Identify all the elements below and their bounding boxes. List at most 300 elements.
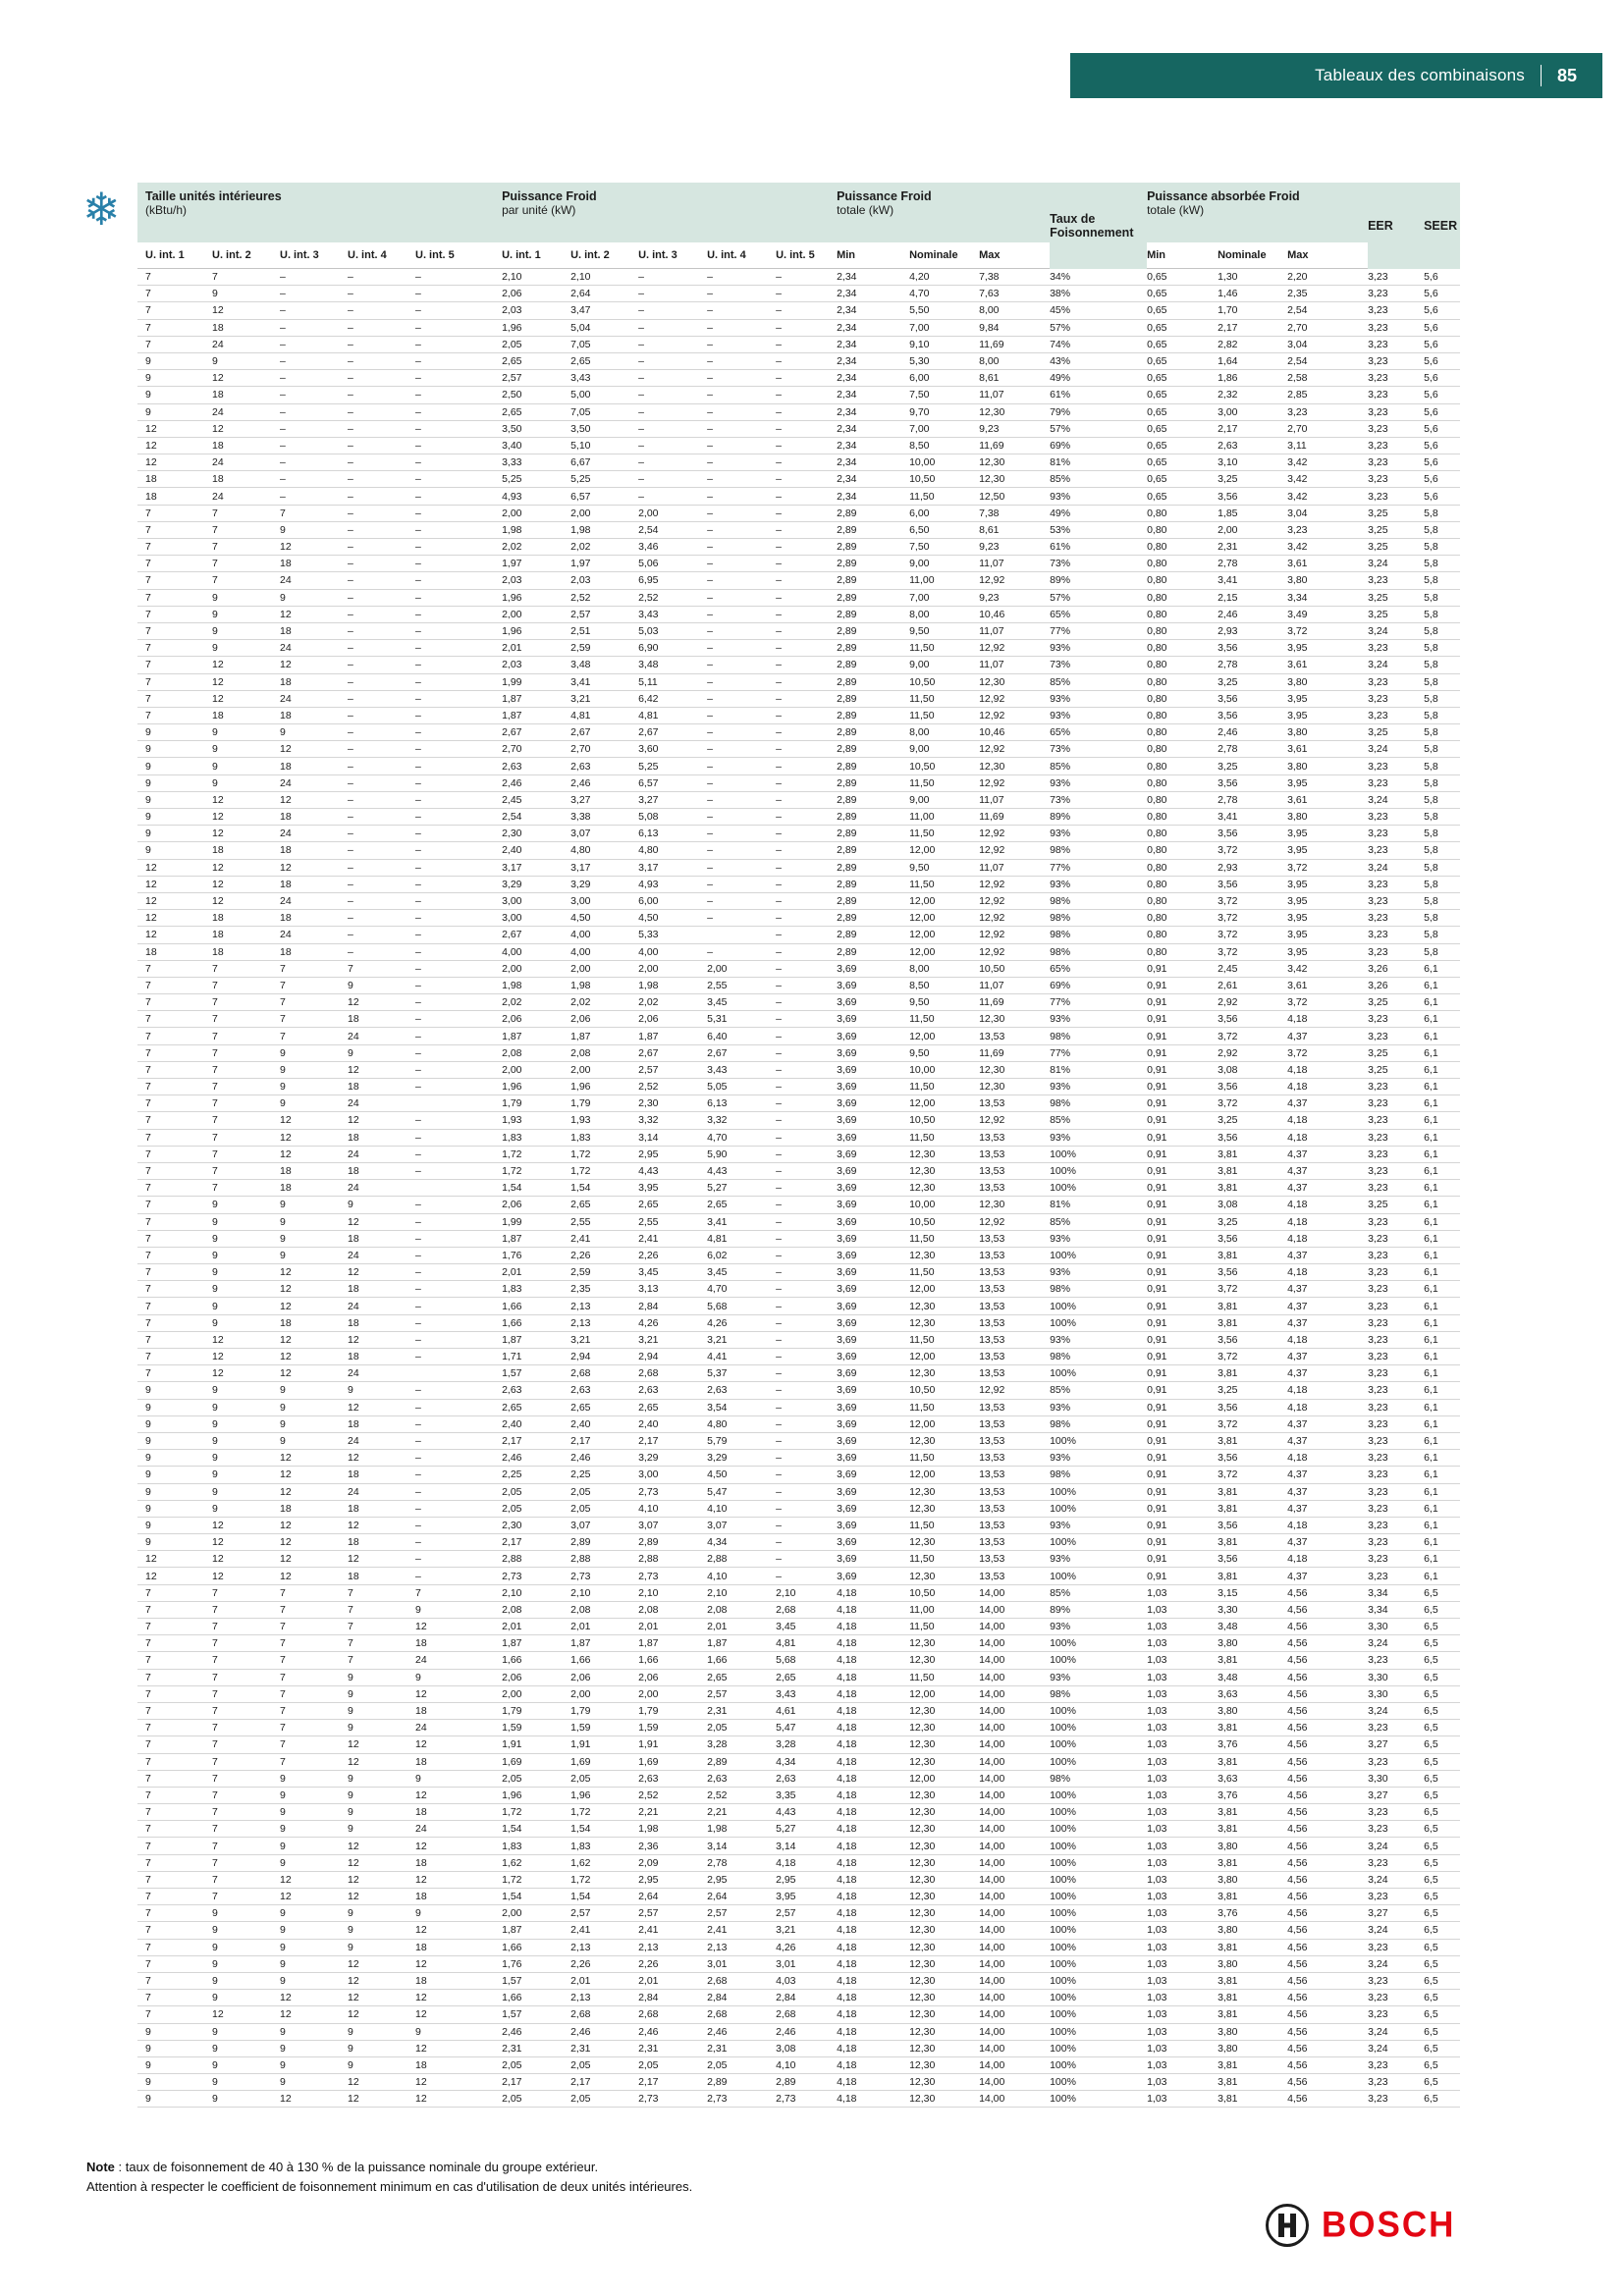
table-cell: 7 [137, 1854, 212, 1871]
table-cell: 4,56 [1287, 1821, 1368, 1838]
table-cell: 6,5 [1424, 1990, 1460, 2006]
table-cell: 5,25 [570, 471, 638, 488]
table-cell: 0,65 [1147, 319, 1218, 336]
table-cell: 24 [212, 488, 280, 505]
table-cell: 3,40 [502, 437, 570, 454]
table-cell: 0,65 [1147, 471, 1218, 488]
table-cell: 9 [212, 2040, 280, 2056]
table-cell: 0,91 [1147, 1450, 1218, 1467]
table-cell: 3,35 [776, 1787, 837, 1803]
table-cell: 5,30 [909, 352, 979, 369]
table-row [137, 1264, 1460, 1281]
table-cell: 49% [1050, 505, 1147, 521]
table-cell: 100% [1050, 2056, 1147, 2073]
table-cell: 3,00 [1218, 403, 1287, 420]
table-cell: 12,30 [909, 1871, 979, 1888]
table-row [137, 1146, 1460, 1162]
table-cell: – [415, 1483, 502, 1500]
table-cell: – [638, 488, 707, 505]
table-cell: 4,18 [837, 1584, 909, 1601]
table-cell: 9 [137, 758, 212, 774]
table-cell: – [415, 1568, 502, 1584]
table-cell: 0,80 [1147, 892, 1218, 909]
table-cell: 12 [415, 1685, 502, 1702]
table-cell: 7 [212, 1685, 280, 1702]
table-cell: 12,30 [909, 2040, 979, 2056]
table-cell: 0,91 [1147, 1298, 1218, 1314]
table-cell: 93% [1050, 1331, 1147, 1348]
table-cell: 2,59 [570, 1264, 638, 1281]
table-cell: 4,43 [638, 1162, 707, 1179]
table-cell: 12,00 [909, 1467, 979, 1483]
table-cell: 9 [280, 1095, 348, 1112]
table-row [137, 1011, 1460, 1028]
table-cell: 2,31 [1218, 539, 1287, 556]
table-cell: 2,93 [1218, 859, 1287, 876]
table-cell: 9 [137, 1534, 212, 1551]
table-cell: 1,87 [502, 1635, 570, 1652]
table-cell: 12,30 [909, 1736, 979, 1753]
table-cell: 0,91 [1147, 960, 1218, 977]
table-row [137, 622, 1460, 639]
table-row [137, 1415, 1460, 1432]
table-cell: 9 [137, 1399, 212, 1415]
table-cell: – [776, 420, 837, 437]
table-cell: 2,63 [1218, 437, 1287, 454]
table-cell: – [415, 707, 502, 723]
table-cell: 3,23 [1368, 1972, 1424, 1989]
table-cell: 3,30 [1368, 1685, 1424, 1702]
table-cell: 3,17 [570, 859, 638, 876]
table-cell: 14,00 [979, 1838, 1050, 1854]
table-cell: 4,43 [707, 1162, 776, 1179]
table-cell: – [707, 876, 776, 892]
table-cell: 12,30 [909, 1804, 979, 1821]
table-cell: 7 [212, 960, 280, 977]
table-cell: 5,8 [1424, 859, 1460, 876]
table-cell: – [707, 690, 776, 707]
table-subheader-row [137, 242, 1460, 269]
table-cell: 100% [1050, 1247, 1147, 1263]
table-cell: 9 [348, 1197, 415, 1213]
table-cell: 10,00 [909, 1061, 979, 1078]
table-cell: – [776, 927, 837, 943]
table-cell: 2,57 [570, 606, 638, 622]
table-cell: 3,17 [638, 859, 707, 876]
table-cell: 7 [280, 1685, 348, 1702]
table-cell: 98% [1050, 1095, 1147, 1112]
table-cell: 7 [137, 1685, 212, 1702]
table-cell: 3,49 [1287, 606, 1368, 622]
table-cell: 4,56 [1287, 1669, 1368, 1685]
table-row [137, 994, 1460, 1011]
table-cell: 3,24 [1368, 1702, 1424, 1719]
table-cell: 7 [280, 1652, 348, 1669]
table-cell: 3,00 [502, 892, 570, 909]
table-cell: 2,31 [707, 1702, 776, 1719]
table-cell: 5,8 [1424, 572, 1460, 589]
table-cell: 3,45 [707, 994, 776, 1011]
table-cell: 1,66 [502, 1314, 570, 1331]
table-cell: 2,78 [1218, 741, 1287, 758]
table-cell: 4,18 [1287, 1129, 1368, 1146]
table-cell: 9 [348, 2023, 415, 2040]
table-cell: 0,91 [1147, 1534, 1218, 1551]
table-cell: 4,18 [1287, 1551, 1368, 1568]
table-cell: 5,68 [776, 1652, 837, 1669]
table-cell: 6,5 [1424, 2006, 1460, 2023]
table-cell: 1,98 [502, 521, 570, 538]
table-cell: 7 [137, 1720, 212, 1736]
table-cell: 3,07 [570, 826, 638, 842]
table-cell: 9 [212, 1432, 280, 1449]
table-cell: 1,96 [570, 1787, 638, 1803]
table-cell: 11,07 [979, 387, 1050, 403]
table-cell: 0,65 [1147, 269, 1218, 286]
table-cell: 8,61 [979, 370, 1050, 387]
table-cell: 3,29 [707, 1450, 776, 1467]
table-cell: 2,46 [1218, 606, 1287, 622]
table-cell: 1,03 [1147, 2074, 1218, 2091]
table-cell: 12 [348, 994, 415, 1011]
table-cell: 3,69 [837, 960, 909, 977]
table-cell: 100% [1050, 1365, 1147, 1382]
table-cell: 7 [137, 1736, 212, 1753]
table-cell: 4,61 [776, 1702, 837, 1719]
table-cell: – [415, 622, 502, 639]
table-cell: 11,50 [909, 1551, 979, 1568]
table-cell: 6,1 [1424, 1281, 1460, 1298]
table-cell: 13,53 [979, 1162, 1050, 1179]
table-cell: 7 [137, 286, 212, 302]
table-cell: 1,03 [1147, 1854, 1218, 1871]
table-cell: 24 [348, 1247, 415, 1263]
table-cell: – [415, 1500, 502, 1517]
table-cell: 5,8 [1424, 741, 1460, 758]
table-cell: – [776, 1197, 837, 1213]
table-cell: 1,03 [1147, 1619, 1218, 1635]
table-cell: – [348, 521, 415, 538]
table-cell: 2,00 [570, 1061, 638, 1078]
table-cell: 0,80 [1147, 690, 1218, 707]
table-cell: 4,18 [1287, 1399, 1368, 1415]
table-cell: 2,73 [502, 1568, 570, 1584]
table-cell: 9 [280, 1247, 348, 1263]
table-cell: 3,42 [1287, 471, 1368, 488]
table-cell: 14,00 [979, 1905, 1050, 1922]
table-cell: 7 [212, 1619, 280, 1635]
group-header-diversity-ratio [1050, 183, 1147, 269]
table-cell: 12,30 [909, 1652, 979, 1669]
table-cell: 2,10 [502, 269, 570, 286]
table-cell: 5,10 [570, 437, 638, 454]
table-cell: 2,89 [707, 1753, 776, 1770]
table-cell: 4,56 [1287, 1652, 1368, 1669]
table-cell: 3,76 [1218, 1736, 1287, 1753]
table-cell: 3,81 [1218, 1180, 1287, 1197]
table-cell: 2,89 [837, 842, 909, 859]
table-cell: 24 [212, 454, 280, 471]
table-cell: 7,00 [909, 589, 979, 606]
table-cell: 6,5 [1424, 1821, 1460, 1838]
table-cell: 9 [212, 352, 280, 369]
table-cell: 6,5 [1424, 1922, 1460, 1939]
table-cell: 45% [1050, 302, 1147, 319]
table-cell: 4,18 [837, 1939, 909, 1955]
table-cell: 7 [212, 994, 280, 1011]
table-cell: 3,69 [837, 1500, 909, 1517]
table-cell: 4,18 [837, 1821, 909, 1838]
table-cell: 6,1 [1424, 1129, 1460, 1146]
table-cell: – [415, 1162, 502, 1179]
table-cell: 2,88 [707, 1551, 776, 1568]
table-cell: 1,87 [502, 707, 570, 723]
table-cell: 2,65 [502, 1399, 570, 1415]
table-cell: – [415, 826, 502, 842]
table-cell: 4,56 [1287, 2056, 1368, 2073]
table-cell: 2,34 [837, 370, 909, 387]
table-cell: 7 [137, 1652, 212, 1669]
table-cell: 12,30 [909, 1939, 979, 1955]
table-cell: 5,27 [707, 1180, 776, 1197]
table-cell: 12,30 [909, 2056, 979, 2073]
table-cell: 9 [212, 286, 280, 302]
table-cell: 1,79 [570, 1702, 638, 1719]
table-cell: 1,96 [502, 319, 570, 336]
table-cell: 12 [348, 1972, 415, 1989]
table-cell: 2,95 [638, 1871, 707, 1888]
table-cell: 0,80 [1147, 673, 1218, 690]
table-cell: 6,5 [1424, 1955, 1460, 1972]
table-cell: – [776, 791, 837, 808]
table-cell: – [776, 1432, 837, 1449]
table-cell: 1,62 [502, 1854, 570, 1871]
table-cell: 7 [348, 1619, 415, 1635]
table-cell: 12,30 [909, 1500, 979, 1517]
table-cell: 7 [348, 1652, 415, 1669]
table-cell: 3,24 [1368, 791, 1424, 808]
table-cell: 12 [280, 2006, 348, 2023]
table-cell: 9 [137, 724, 212, 741]
table-cell: 9 [280, 724, 348, 741]
table-cell: 2,68 [570, 1365, 638, 1382]
table-cell: 3,23 [1368, 1500, 1424, 1517]
table-cell: 5,8 [1424, 657, 1460, 673]
table-cell: 7 [137, 1095, 212, 1112]
table-cell: 12 [212, 673, 280, 690]
table-cell: 2,68 [638, 1365, 707, 1382]
table-cell: 3,69 [837, 1483, 909, 1500]
table-cell: 98% [1050, 1467, 1147, 1483]
table-cell: – [776, 521, 837, 538]
table-cell: 18 [415, 1804, 502, 1821]
table-cell: 0,65 [1147, 370, 1218, 387]
table-cell: 2,08 [502, 1601, 570, 1618]
table-cell: 73% [1050, 791, 1147, 808]
table-cell: 3,81 [1218, 2006, 1287, 2023]
table-cell: 2,64 [638, 1889, 707, 1905]
table-cell: 14,00 [979, 1652, 1050, 1669]
table-cell: – [707, 859, 776, 876]
table-cell: – [348, 539, 415, 556]
table-cell: 81% [1050, 454, 1147, 471]
table-cell: 18 [348, 1281, 415, 1298]
table-row [137, 572, 1460, 589]
table-cell: 65% [1050, 724, 1147, 741]
table-row [137, 1990, 1460, 2006]
table-cell: 1,72 [570, 1871, 638, 1888]
table-cell: 9 [348, 1821, 415, 1838]
table-cell: 2,65 [638, 1399, 707, 1415]
table-cell: – [280, 370, 348, 387]
table-cell: 9 [280, 1230, 348, 1247]
table-cell: – [348, 352, 415, 369]
table-cell: 5,8 [1424, 892, 1460, 909]
table-row [137, 1281, 1460, 1298]
table-cell: 0,80 [1147, 707, 1218, 723]
table-cell: 3,23 [1368, 1551, 1424, 1568]
table-cell: – [415, 572, 502, 589]
table-cell: – [776, 1467, 837, 1483]
table-cell: 1,91 [502, 1736, 570, 1753]
table-cell: 3,23 [1368, 1180, 1424, 1197]
table-cell: 2,00 [638, 1685, 707, 1702]
table-cell: 12 [212, 1349, 280, 1365]
table-cell: 3,32 [638, 1112, 707, 1129]
table-cell: 0,80 [1147, 589, 1218, 606]
subheader-cell: Min [1147, 242, 1218, 269]
table-cell: 7 [137, 1635, 212, 1652]
table-cell: – [776, 589, 837, 606]
table-cell: 3,23 [1368, 758, 1424, 774]
table-row [137, 1804, 1460, 1821]
table-cell: 7 [212, 1044, 280, 1061]
table-cell: 18 [348, 1162, 415, 1179]
table-cell: 2,89 [837, 910, 909, 927]
table-cell: 13,53 [979, 1365, 1050, 1382]
table-cell: 4,18 [837, 2056, 909, 2073]
table-cell: 3,69 [837, 1467, 909, 1483]
table-cell: – [776, 1500, 837, 1517]
table-cell: – [415, 724, 502, 741]
table-cell: 93% [1050, 1264, 1147, 1281]
table-cell: 9 [280, 1079, 348, 1095]
table-cell: 100% [1050, 1821, 1147, 1838]
table-cell: 7 [137, 1247, 212, 1263]
table-cell: 3,81 [1218, 1804, 1287, 1821]
table-cell: 3,48 [1218, 1619, 1287, 1635]
table-cell: 3,29 [502, 876, 570, 892]
table-cell: 9 [137, 2091, 212, 2108]
table-cell: – [348, 319, 415, 336]
table-cell: – [415, 690, 502, 707]
table-cell: – [415, 960, 502, 977]
table-cell: 18 [415, 2056, 502, 2073]
table-cell: 2,41 [570, 1922, 638, 1939]
table-cell: 4,18 [837, 1787, 909, 1803]
table-cell: – [415, 774, 502, 791]
table-cell: 3,46 [638, 539, 707, 556]
table-cell: – [776, 505, 837, 521]
table-cell: 9 [348, 1922, 415, 1939]
table-cell: 43% [1050, 352, 1147, 369]
table-cell: 3,41 [570, 673, 638, 690]
table-cell: 12 [280, 1889, 348, 1905]
table-cell: 12 [280, 1871, 348, 1888]
table-cell: 3,60 [638, 741, 707, 758]
table-cell: 85% [1050, 1382, 1147, 1399]
table-cell: 1,59 [638, 1720, 707, 1736]
table-cell: 18 [212, 437, 280, 454]
table-cell: 7 [212, 1669, 280, 1685]
table-row [137, 2040, 1460, 2056]
table-row [137, 943, 1460, 960]
table-cell: 0,91 [1147, 1079, 1218, 1095]
table-cell: 7 [212, 1889, 280, 1905]
table-cell: 7 [212, 1061, 280, 1078]
table-cell: 5,00 [570, 387, 638, 403]
table-cell: 0,91 [1147, 1162, 1218, 1179]
table-cell: 4,34 [776, 1753, 837, 1770]
table-cell: 7 [212, 1871, 280, 1888]
table-cell: 2,00 [502, 1061, 570, 1078]
table-cell: 6,40 [707, 1028, 776, 1044]
table-cell: 3,27 [1368, 1787, 1424, 1803]
table-cell: 2,00 [638, 960, 707, 977]
table-cell: 12,00 [909, 910, 979, 927]
table-cell: 9 [280, 1044, 348, 1061]
table-cell: 4,56 [1287, 1922, 1368, 1939]
table-cell: 3,23 [1368, 876, 1424, 892]
table-cell: – [776, 707, 837, 723]
table-cell: 2,57 [776, 1905, 837, 1922]
table-cell: – [280, 319, 348, 336]
table-cell: 0,80 [1147, 724, 1218, 741]
table-cell: 11,07 [979, 622, 1050, 639]
table-cell: 3,80 [1287, 572, 1368, 589]
table-cell: 2,17 [502, 2074, 570, 2091]
table-cell: 0,65 [1147, 403, 1218, 420]
table-cell: 1,91 [638, 1736, 707, 1753]
table-cell: 3,69 [837, 1247, 909, 1263]
group-title: Taille unités intérieures [145, 189, 282, 203]
table-cell: 12 [415, 1736, 502, 1753]
table-cell: 93% [1050, 1619, 1147, 1635]
table-cell: 1,62 [570, 1854, 638, 1871]
table-cell: 81% [1050, 1197, 1147, 1213]
table-cell: 3,61 [1287, 657, 1368, 673]
table-cell: 9 [212, 1922, 280, 1939]
subheader-cell: U. int. 3 [638, 242, 707, 269]
table-cell: 3,26 [1368, 960, 1424, 977]
table-cell: 1,98 [638, 977, 707, 993]
table-cell: 3,25 [1368, 539, 1424, 556]
table-cell: 12 [137, 420, 212, 437]
table-cell: 2,05 [707, 1720, 776, 1736]
table-cell: 6,1 [1424, 1331, 1460, 1348]
table-cell: 77% [1050, 622, 1147, 639]
table-row [137, 1955, 1460, 1972]
table-cell: 2,89 [837, 539, 909, 556]
table-row [137, 1349, 1460, 1365]
table-cell: 7 [137, 994, 212, 1011]
table-cell: 9 [280, 1415, 348, 1432]
table-cell: 3,81 [1218, 1146, 1287, 1162]
table-cell: 4,56 [1287, 1635, 1368, 1652]
table-cell: – [776, 859, 837, 876]
table-cell: 3,43 [707, 1061, 776, 1078]
table-cell: – [638, 269, 707, 286]
